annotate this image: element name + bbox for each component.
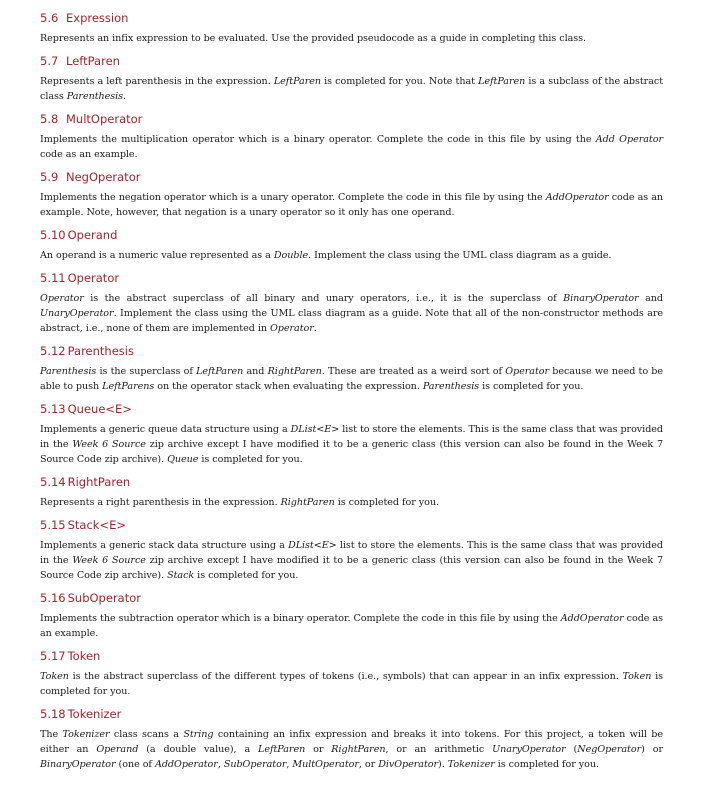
section-title: Token xyxy=(67,649,101,663)
section-title: Queue<E> xyxy=(67,402,132,416)
section xyxy=(40,518,663,583)
section-body: Implements the multiplication operator which is a binary operator. Complete the code in this file by using the Add Operator code as an example. xyxy=(40,134,663,160)
section-title: SubOperator xyxy=(67,591,141,605)
section xyxy=(40,54,663,104)
section-title: Operator xyxy=(67,271,120,285)
section-heading xyxy=(40,591,663,606)
section-heading xyxy=(40,228,663,243)
section-title: Operand xyxy=(67,228,118,242)
section-heading xyxy=(40,475,663,490)
section-title: Stack<E> xyxy=(67,518,126,532)
section-body: Operator is the abstract superclass of all binary and unary operators, i.e., it is the superclass of BinaryOperator and UnaryOperator. Implement the class using the UML class diagram as a guide. Note that all of the non-constructor methods are abstract, i.e., none of them are implemented in Operator. xyxy=(40,293,663,334)
section-body: The Tokenizer class scans a String containing an infix expression and breaks it into tokens. For this project, a token will be either an Operand (a double value), a LeftParen or RightParen, or an arithmetic UnaryOperator (NegOperator) or BinaryOperator (one of AddOperator, SubOperator, MultOperator, or DivOperator). Tokenizer is completed for you. xyxy=(40,729,663,770)
section-number: 5.12 xyxy=(40,344,66,358)
section-body: Token is the abstract superclass of the different types of tokens (i.e., symbols) that can appear in an infix expression. Token is completed for you. xyxy=(40,671,663,697)
section xyxy=(40,228,663,263)
section-title: NegOperator xyxy=(66,170,141,184)
section-heading xyxy=(40,344,663,359)
section xyxy=(40,271,663,336)
section-heading xyxy=(40,649,663,664)
section-number: 5.16 xyxy=(40,591,66,605)
section xyxy=(40,344,663,394)
section-number: 5.7 xyxy=(40,54,59,68)
section-number: 5.10 xyxy=(40,228,66,242)
section-number: 5.8 xyxy=(40,112,59,126)
section-number: 5.17 xyxy=(40,649,66,663)
section-title: MultOperator xyxy=(66,112,143,126)
section-heading xyxy=(40,707,663,722)
section xyxy=(40,112,663,162)
section-body: Implements the negation operator which is a unary operator. Complete the code in this file by using the AddOperator code as an example. Note, however, that negation is a unary operator so it only has one operand. xyxy=(40,192,663,218)
section-title: Tokenizer xyxy=(67,707,122,721)
section-number: 5.6 xyxy=(40,11,59,25)
section-title: RightParen xyxy=(67,475,131,489)
section-number: 5.15 xyxy=(40,518,66,532)
section-body: An operand is a numeric value represented as a Double. Implement the class using the UML class diagram as a guide. xyxy=(40,250,612,261)
section-title: Expression xyxy=(66,11,129,25)
section-heading xyxy=(40,112,663,127)
section xyxy=(40,649,663,699)
section-title: Parenthesis xyxy=(67,344,134,358)
section-number: 5.14 xyxy=(40,475,66,489)
section-number: 5.13 xyxy=(40,402,66,416)
section-heading xyxy=(40,170,663,185)
section-heading xyxy=(40,518,663,533)
section-body: Implements the subtraction operator which is a binary operator. Complete the code in this file by using the AddOperator code as an example. xyxy=(40,613,664,639)
section xyxy=(40,707,663,772)
section xyxy=(40,591,663,641)
section-number: 5.11 xyxy=(40,271,66,285)
section-body: Represents a right parenthesis in the expression. RightParen is completed for you. xyxy=(40,497,439,508)
section-number: 5.18 xyxy=(40,707,66,721)
section-body: Represents a left parenthesis in the expression. LeftParen is completed for you. Note that LeftParen is a subclass of the abstract class Parenthesis. xyxy=(40,76,663,102)
section-body: Implements a generic queue data structure using a DList<E> list to store the elements. This is the same class that was provided in the Week 6 Source zip archive except I have modified it to be a generic class (this version can also be found in the Week 7 Source Code zip archive). Queue is completed for you. xyxy=(40,424,664,465)
section-body: Implements a generic stack data structure using a DList<E> list to store the elements. This is the same class that was provided in the Week 6 Source zip archive except I have modified it to be a generic class (this version can also be found in the Week 7 Source Code zip archive). Stack is completed for you. xyxy=(40,540,664,581)
section-heading xyxy=(40,54,663,69)
section-heading xyxy=(40,271,663,286)
section-body: Represents an infix expression to be evaluated. Use the provided pseudocode as a guide in completing this class. xyxy=(40,33,587,44)
section xyxy=(40,475,663,510)
section-heading xyxy=(40,11,663,26)
section xyxy=(40,402,663,467)
section-body: Parenthesis is the superclass of LeftParen and RightParen. These are treated as a weird sort of Operator because we need to be able to push LeftParens on the operator stack when evaluating the expression. Parenthesis is completed for you. xyxy=(40,366,664,392)
section-number: 5.9 xyxy=(40,170,59,184)
section-heading xyxy=(40,402,663,417)
section xyxy=(40,170,663,220)
section-title: LeftParen xyxy=(66,54,120,68)
section xyxy=(40,11,663,46)
